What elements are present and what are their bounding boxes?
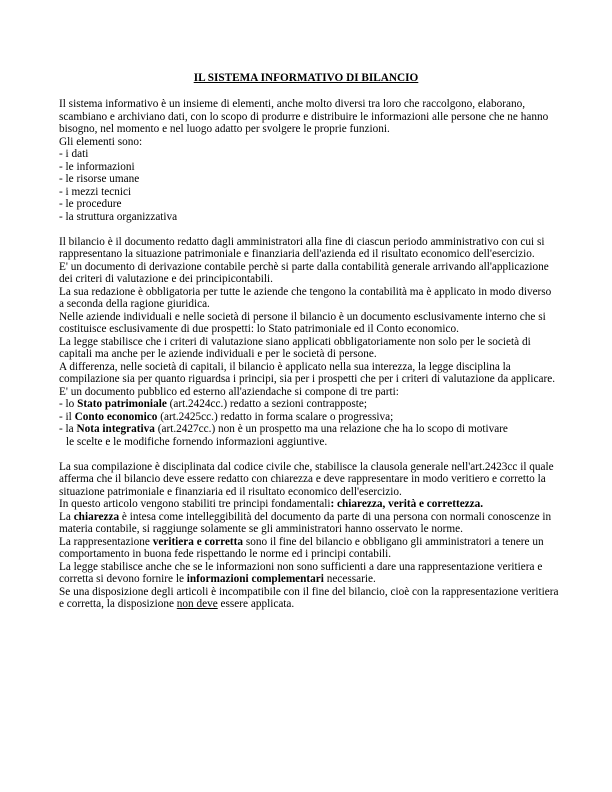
parti-paragraph: E' un documento pubblico ed esterno all'aziendache si compone di tre parti: xyxy=(59,385,399,398)
list-item: - le procedure xyxy=(59,198,122,210)
principi-paragraph: In questo articolo vengono stabiliti tre principi fondamentali: chiarezza, verità e correttezza. xyxy=(59,498,484,510)
legge-paragraph: La legge stabilisce che i criteri di valutazione siano applicati obbligatoriamente non solo per le società di capitali ma anche per le aziende individuali e per le società di persone. xyxy=(59,335,531,360)
list-item: - i mezzi tecnici xyxy=(59,185,132,198)
derivazione-paragraph: E' un documento di derivazione contabile perchè si parte dalla contabilità generale arrivando all'applicazione dei criteri di valutazione e dei principicontabili. xyxy=(59,260,549,285)
intro-paragraph: Il sistema informativo è un insieme di elementi, anche molto diversi tra loro che raccolgono, elaborano, scambiano e archiviano dati, con lo scopo di produrre e distribuire le informazioni alle persone che ne hanno bisogno, nel momento e nel luogo adatto per svolgere le proprie funzioni. xyxy=(59,98,549,135)
list-item: - le informazioni xyxy=(59,160,135,173)
list-item: - il Conto economico (art.2425cc.) redatto in forma scalare o progressiva; xyxy=(59,410,394,423)
aziende-paragraph: Nelle aziende individuali e nelle società di persone il bilancio è un documento esclusivamente interno che si costituisce esclusivamente di due prospetti: lo Stato patrimoniale ed il Conto economico. xyxy=(59,310,546,335)
list-item: - la Nota integrativa (art.2427cc.) non è un prospetto ma una relazione che ha lo scopo di motivare le scelte e le modifiche fornendo informazioni aggiuntive. xyxy=(59,423,508,448)
list-item: - la struttura organizzativa xyxy=(59,210,178,223)
redazione-paragraph: La sua redazione è obbligatoria per tutte le aziende che tengono la contabilità ma è applicato in modo diverso a seconda della ragione giuridica. xyxy=(59,285,552,310)
elements-list xyxy=(59,148,559,223)
list-item: - lo Stato patrimoniale (art.2424cc.) redatto a sezioni contrapposte; xyxy=(59,398,368,410)
differenza-paragraph: A differenza, nelle società di capitali, il bilancio è applicato nella sua interezza, la legge disciplina la compilazione sia per quanto riguardsa i principi, sia per i prospetti che per i criteri di valutazione da applicare. xyxy=(59,360,556,385)
chiarezza-paragraph: La chiarezza è intesa come intelleggibilità del documento da parte di una persona con normali conoscenze in materia contabile, si raggiunge solamente se gli amministratori hanno osservato le norme. xyxy=(59,510,552,535)
list-item: - i dati xyxy=(59,148,89,160)
compilazione-paragraph: La sua compilazione è disciplinata dal codice civile che, stabilisce la clausola generale nell'art.2423cc il quale afferma che il bilancio deve essere redatto con chiarezza e deve rappresentare in modo veritiero e corretto la situazione patrimoniale e finanziaria ed il risultato economico dell'esercizio. xyxy=(59,460,554,498)
list-item: - le risorse umane xyxy=(59,173,140,185)
complementari-paragraph: La legge stabilisce anche che se le informazioni non sono sufficienti a dare una rappresentazione veritiera e corretta si devono fornire le informazioni complementari necessarie. xyxy=(59,560,543,585)
parts-list xyxy=(59,398,559,448)
document-body xyxy=(59,98,559,611)
disposizione-paragraph: Se una disposizione degli articoli è incompatibile con il fine del bilancio, cioè con la rappresentazione veritiera e corretta, la disposizione non deve essere applicata. xyxy=(59,585,559,610)
veritiera-paragraph: La rappresentazione veritiera e corretta sono il fine del bilancio e obbligano gli amministratori a tenere un comportamento in buona fede rispettando le norme ed i principi contabili. xyxy=(59,535,544,560)
elements-heading: Gli elementi sono: xyxy=(59,135,143,148)
page-title: IL SISTEMA INFORMATIVO DI BILANCIO xyxy=(193,72,419,84)
bilancio-paragraph: Il bilancio è il documento redatto dagli amministratori alla fine di ciascun periodo amministrativo con cui si rappresentano la situazione patrimoniale e finanziaria dell'azienda ed il risultato economico dell'esercizio. xyxy=(59,235,545,260)
